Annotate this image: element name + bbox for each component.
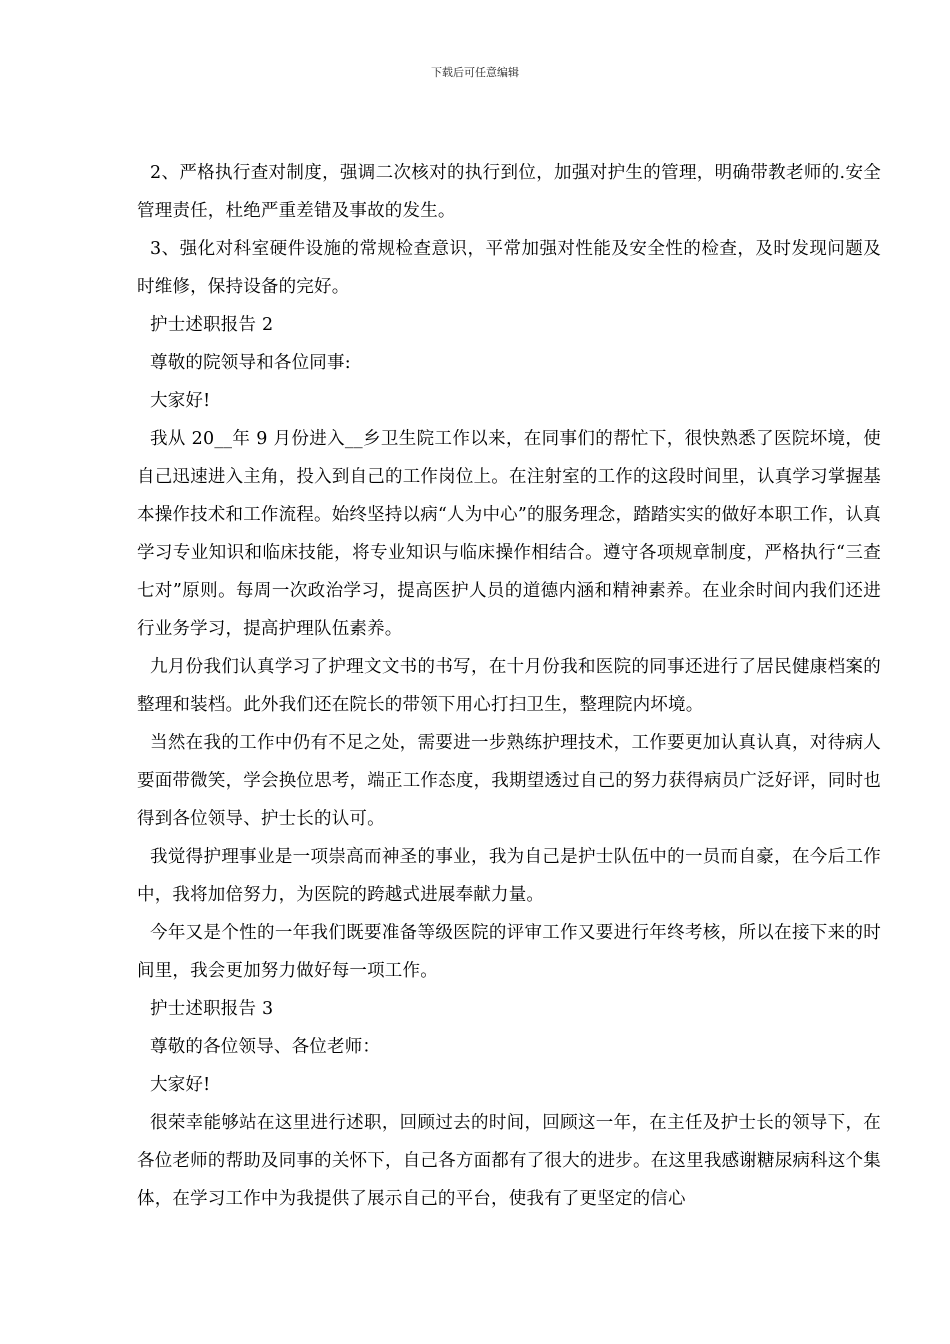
paragraph-september: 九月份我们认真学习了护理文文书的书写，在十月份我和医院的同事还进行了居民健康档案的整理和装档。此外我们还在院长的带领下用心打扫卫生，整理院内坏境。 <box>137 657 881 715</box>
paragraph-shortcomings: 当然在我的工作中仍有不足之处，需要进一步熟练护理技术，工作要更加认真认真，对待病人要面带微笑，学会换位思考，端正工作态度，我期望透过自己的努力获得病员广泛好评，同时也得到各位领导、护士长的认可。 <box>137 733 881 829</box>
greeting: 大家好! <box>150 1075 211 1095</box>
paragraph-this-year: 今年又是个性的一年我们既要准备等级医院的评审工作又要进行年终考核，所以在接下来的时间里，我会更加努力做好每一项工作。 <box>137 923 881 981</box>
section-title-report-3: 护士述职报告 3 <box>150 999 274 1019</box>
paragraph-item-2-cross-check: 2、严格执行查对制度，强调二次核对的执行到位，加强对护生的管理，明确带教老师的.安全管理责任，杜绝严重差错及事故的发生。 <box>137 163 881 221</box>
greeting: 大家好! <box>150 391 211 411</box>
document-body <box>137 154 881 1218</box>
salutation: 尊敬的院领导和各位同事: <box>150 353 351 373</box>
paragraph-intro: 我从 20__年 9 月份进入__乡卫生院工作以来，在同事们的帮忙下，很快熟悉了医院坏境，使自己迅速进入主角，投入到自己的工作岗位上。在注射室的工作的这段时间里，认真学习掌握基本操作技术和工作流程。始终坚持以病“人为中心”的服务理念，踏踏实实的做好本职工作，认真学习专业知识和临床技能，将专业知识与临床操作相结合。遵守各项规章制度，严格执行“三查七对”原则。每周一次政治学习，提高医护人员的道德内涵和精神素养。在业余时间内我们还进行业务学习，提高护理队伍素养。 <box>137 429 881 639</box>
salutation: 尊敬的各位领导、各位老师： <box>150 1037 381 1057</box>
section-title-report-2: 护士述职报告 2 <box>150 315 274 335</box>
paragraph-item-3-equipment-check: 3、强化对科室硬件设施的常规检查意识，平常加强对性能及安全性的检查，及时发现问题及时维修，保持设备的完好。 <box>137 239 881 297</box>
paragraph-nursing-career: 我觉得护理事业是一项崇高而神圣的事业，我为自己是护士队伍中的一员而自豪，在今后工作中，我将加倍努力，为医院的跨越式进展奉献力量。 <box>137 847 881 905</box>
paragraph-report-3-intro: 很荣幸能够站在这里进行述职，回顾过去的时间，回顾这一年，在主任及护士长的领导下，在各位老师的帮助及同事的关怀下，自己各方面都有了很大的进步。在这里我感谢糖尿病科这个集体，在学习工作中为我提供了展示自己的平台，使我有了更坚定的信心 <box>137 1113 881 1209</box>
page-header: 下载后可任意编辑 <box>431 66 519 79</box>
